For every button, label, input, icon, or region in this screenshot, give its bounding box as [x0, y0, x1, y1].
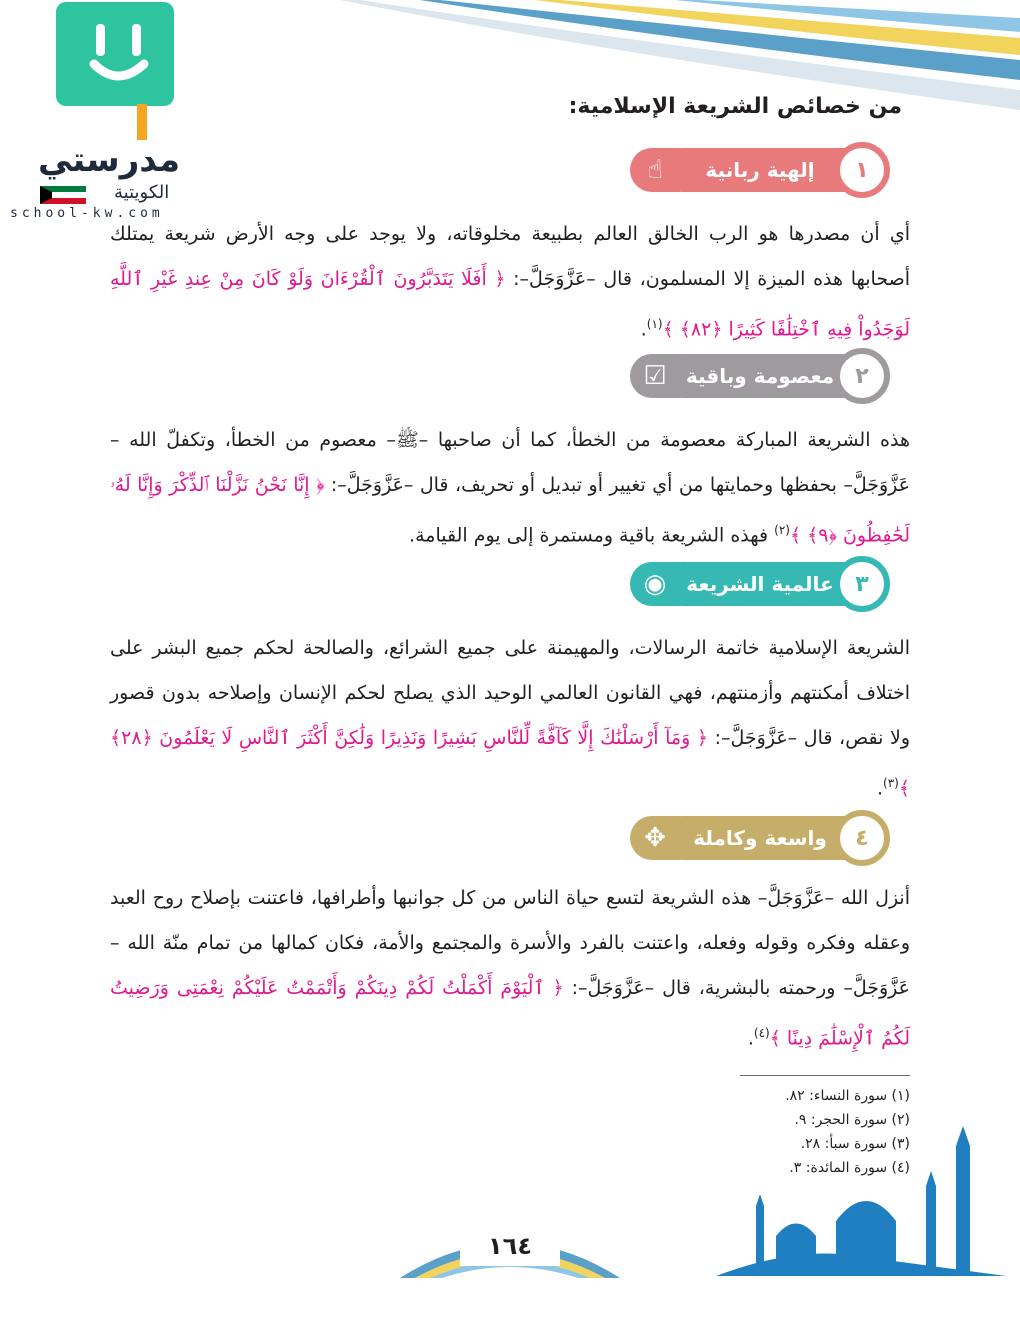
section-1-number: ١: [834, 142, 890, 198]
section-4-tail: .: [747, 1027, 754, 1050]
section-4-quran: ﴿ ٱلْيَوْمَ أَكْمَلْتُ لَكُمْ دِينَكُمْ وَأَتْمَمْتُ عَلَيْكُمْ نِعْمَتِى وَرَضِيتُ لَكُمُ ٱلْإِسْلَٰمَ دِينًا ﴾: [110, 977, 910, 1050]
logo-url: school-kw.com: [10, 206, 164, 221]
section-1-tail: .: [640, 318, 647, 341]
section-2-text: هذه الشريعة المباركة معصومة من الخطأ، كما أن صاحبها –ﷺ– معصوم من الخطأ، وتكفلّ الله –عَزَّوَجَلَّ– بحفظها وحمايتها من أي تغيير أو تبديل أو تحريف، قال –عَزَّوَجَلَّ–:: [110, 429, 910, 496]
hand-pointer-icon: ☝: [630, 148, 680, 192]
section-1-title: إلهية ربانية: [660, 148, 860, 192]
section-4-title: واسعة وكاملة: [660, 816, 860, 860]
section-4-text: أنزل الله –عَزَّوَجَلَّ– هذه الشريعة لتسع حياة الناس من كل جوانبها وأطرافها، فاعتنت بإصلاح روح العبد وعقله وفكره وقوله وفعله، واعتنت بالفرد والأسرة والمجتمع والأمة، فكان كمالها من تمام منّة الله –عَزَّوَجَلَّ– ورحمته بالبشرية، قال –عَزَّوَجَلَّ–:: [110, 887, 910, 999]
section-4-number: ٤: [834, 810, 890, 866]
section-2-title: معصومة وباقية: [660, 354, 860, 398]
section-3-paragraph: [110, 626, 910, 811]
kuwait-flag-icon: [40, 186, 86, 204]
section-2-paragraph: [110, 418, 910, 558]
section-3-banner: [630, 556, 890, 612]
footnote-1: (١) سورة النساء: ٨٢.: [785, 1088, 910, 1104]
page-heading: من خصائص الشريعة الإسلامية:: [568, 94, 902, 119]
section-3-title: عالمية الشريعة: [660, 562, 860, 606]
section-2-tail: فهذه الشريعة باقية ومستمرة إلى يوم القيامة.: [409, 524, 775, 547]
section-3-tail: .: [876, 777, 884, 800]
footnote-ref-4: (٤): [753, 1026, 770, 1040]
section-3-text: الشريعة الإسلامية خاتمة الرسالات، والمهيمنة على جميع الشرائع، والصالحة لحكم جميع البشر على اختلاف أمكنتهم وأزمنتهم، فهي القانون العالمي الوحيد الذي يصلح لحكم الإنسان وإصلاحه بدون قصور ولا نقص، قال –عَزَّوَجَلَّ–:: [110, 637, 910, 749]
section-2-quran: ﴿ إِنَّا نَحْنُ نَزَّلْنَا ٱلذِّكْرَ وَإِنَّا لَهُۥ لَحَٰفِظُونَ ﴿٩﴾ ﴾: [110, 474, 910, 547]
section-3-quran: ﴿ وَمَآ أَرْسَلْنَٰكَ إِلَّا كَآفَّةً لِّلنَّاسِ بَشِيرًا وَنَذِيرًا وَلَٰكِنَّ أَكْثَرَ ٱلنَّاسِ لَا يَعْلَمُونَ ﴿٢٨﴾ ﴾: [110, 727, 910, 800]
section-2-banner: [630, 348, 890, 404]
section-3-number: ٣: [834, 556, 890, 612]
section-1-quran: ﴿ أَفَلَا يَتَدَبَّرُونَ ٱلْقُرْءَانَ وَلَوْ كَانَ مِنْ عِندِ غَيْرِ ٱللَّهِ لَوَجَدُواْ فِيهِ ٱخْتِلَٰفًا كَثِيرًا ﴿٨٢﴾ ﴾: [110, 268, 910, 341]
logo-name: مدرستي: [38, 140, 180, 180]
footnote-ref-3: (٣): [883, 776, 899, 790]
footnote-2: (٢) سورة الحجر: ٩.: [794, 1112, 910, 1128]
section-4-paragraph: [110, 876, 910, 1061]
footnote-ref-2: (٢): [774, 523, 790, 537]
page-number: ١٦٤: [488, 1232, 532, 1260]
footnote-divider: [740, 1075, 910, 1076]
puzzle-icon: ✥: [630, 816, 680, 860]
madrasati-logo: [10, 0, 230, 221]
section-1-banner: [630, 142, 890, 198]
section-4-banner: [630, 810, 890, 866]
globe-icon: ◉: [630, 562, 680, 606]
section-1-paragraph: [110, 212, 910, 352]
footnote-3: (٣) سورة سبأ: ٢٨.: [800, 1136, 910, 1152]
footnote-ref-1: (١): [646, 317, 663, 331]
section-1-text: أي أن مصدرها هو الرب الخالق العالم بطبيعة مخلوقاته، ولا يوجد على وجه الأرض شريعة يمتلك أصحابها هذه الميزة إلا المسلمون، قال –عَزَّوَجَلَّ–:: [110, 223, 910, 290]
section-2-number: ٢: [834, 348, 890, 404]
footnote-4: (٤) سورة المائدة: ٣.: [789, 1160, 910, 1176]
checkbox-icon: ☑: [630, 354, 680, 398]
logo-subtitle: الكويتية: [114, 182, 170, 203]
